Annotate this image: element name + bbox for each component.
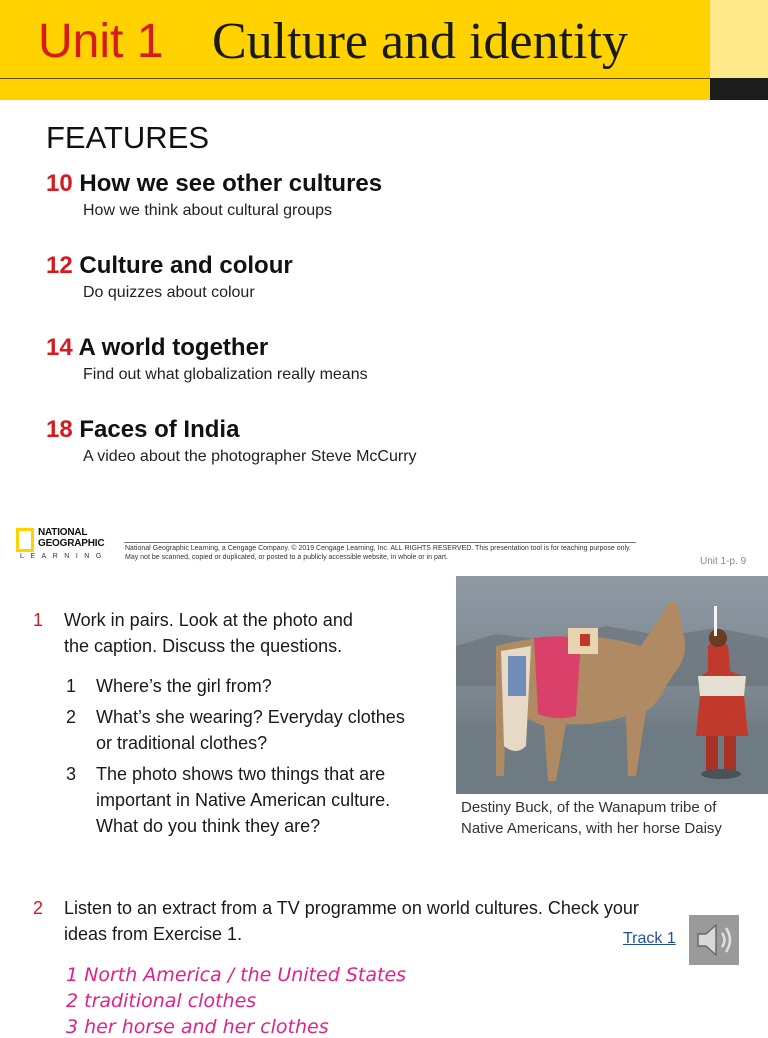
feature-page: 10 bbox=[46, 170, 73, 197]
exercise-number: 2 bbox=[33, 898, 44, 918]
feature-page: 18 bbox=[46, 416, 73, 443]
header-side-block bbox=[710, 0, 768, 100]
track-1-link[interactable]: Track 1 bbox=[623, 930, 676, 947]
feature-description: Do quizzes about colour bbox=[83, 284, 255, 301]
feature-description: How we think about cultural groups bbox=[83, 202, 333, 219]
question-number: 1 bbox=[66, 676, 77, 696]
feature-description: A video about the photographer Steve McCurry bbox=[83, 448, 417, 465]
header-rule bbox=[0, 78, 710, 79]
photo-caption: Destiny Buck, of the Wanapum tribe of Native Americans, with her horse Daisy bbox=[461, 799, 722, 837]
question-number: 2 bbox=[66, 707, 77, 727]
answer-line: 3 her horse and her clothes bbox=[66, 1016, 329, 1038]
feature-page: 12 bbox=[46, 252, 73, 279]
photo-girl-with-horse bbox=[456, 576, 768, 794]
question-text: The photo shows two things that are important in Native American culture. What do you think they are? bbox=[96, 764, 391, 836]
question-number: 3 bbox=[66, 764, 77, 784]
feature-item bbox=[46, 416, 417, 466]
features-heading: FEATURES bbox=[46, 120, 210, 155]
answer-line: 2 traditional clothes bbox=[66, 990, 257, 1012]
exercise-instruction: Listen to an extract from a TV programme on world cultures. Check your ideas from Exercise 1. bbox=[64, 898, 639, 944]
feature-item bbox=[46, 334, 368, 384]
copyright-notice: National Geographic Learning, a Cengage Company. © 2019 Cengage Learning, Inc. ALL RIGHTS RESERVED. This presentation tool is for teaching purpose only. May not be scanned, copied or duplicated, or posted to a publicly accessible website, in whole or in part. bbox=[125, 545, 631, 561]
exercise-number: 1 bbox=[33, 610, 44, 630]
question-text: Where’s the girl from? bbox=[96, 676, 272, 696]
yellow-frame-icon bbox=[16, 528, 34, 552]
feature-description: Find out what globalization really means bbox=[83, 366, 368, 383]
feature-title: Culture and colour bbox=[79, 252, 293, 279]
page-reference: Unit 1-p. 9 bbox=[700, 556, 747, 567]
national-geographic-logo: NATIONAL GEOGRAPHIC LEARNING bbox=[16, 526, 116, 564]
question-text: What’s she wearing? Everyday clothes or traditional clothes? bbox=[96, 707, 405, 753]
answer-line: 1 North America / the United States bbox=[66, 964, 407, 986]
feature-title: Faces of India bbox=[79, 416, 240, 443]
speaker-icon[interactable] bbox=[689, 915, 739, 965]
unit-header bbox=[0, 0, 710, 100]
footer-rule bbox=[124, 542, 636, 543]
exercise-instruction: Work in pairs. Look at the photo and the caption. Discuss the questions. bbox=[64, 610, 353, 656]
feature-page: 14 bbox=[46, 334, 73, 361]
feature-item bbox=[46, 170, 382, 220]
unit-title: Culture and identity bbox=[212, 13, 628, 70]
feature-title: A world together bbox=[78, 334, 269, 361]
feature-item bbox=[46, 252, 293, 302]
feature-title: How we see other cultures bbox=[79, 170, 383, 197]
unit-number: Unit 1 bbox=[38, 15, 164, 68]
